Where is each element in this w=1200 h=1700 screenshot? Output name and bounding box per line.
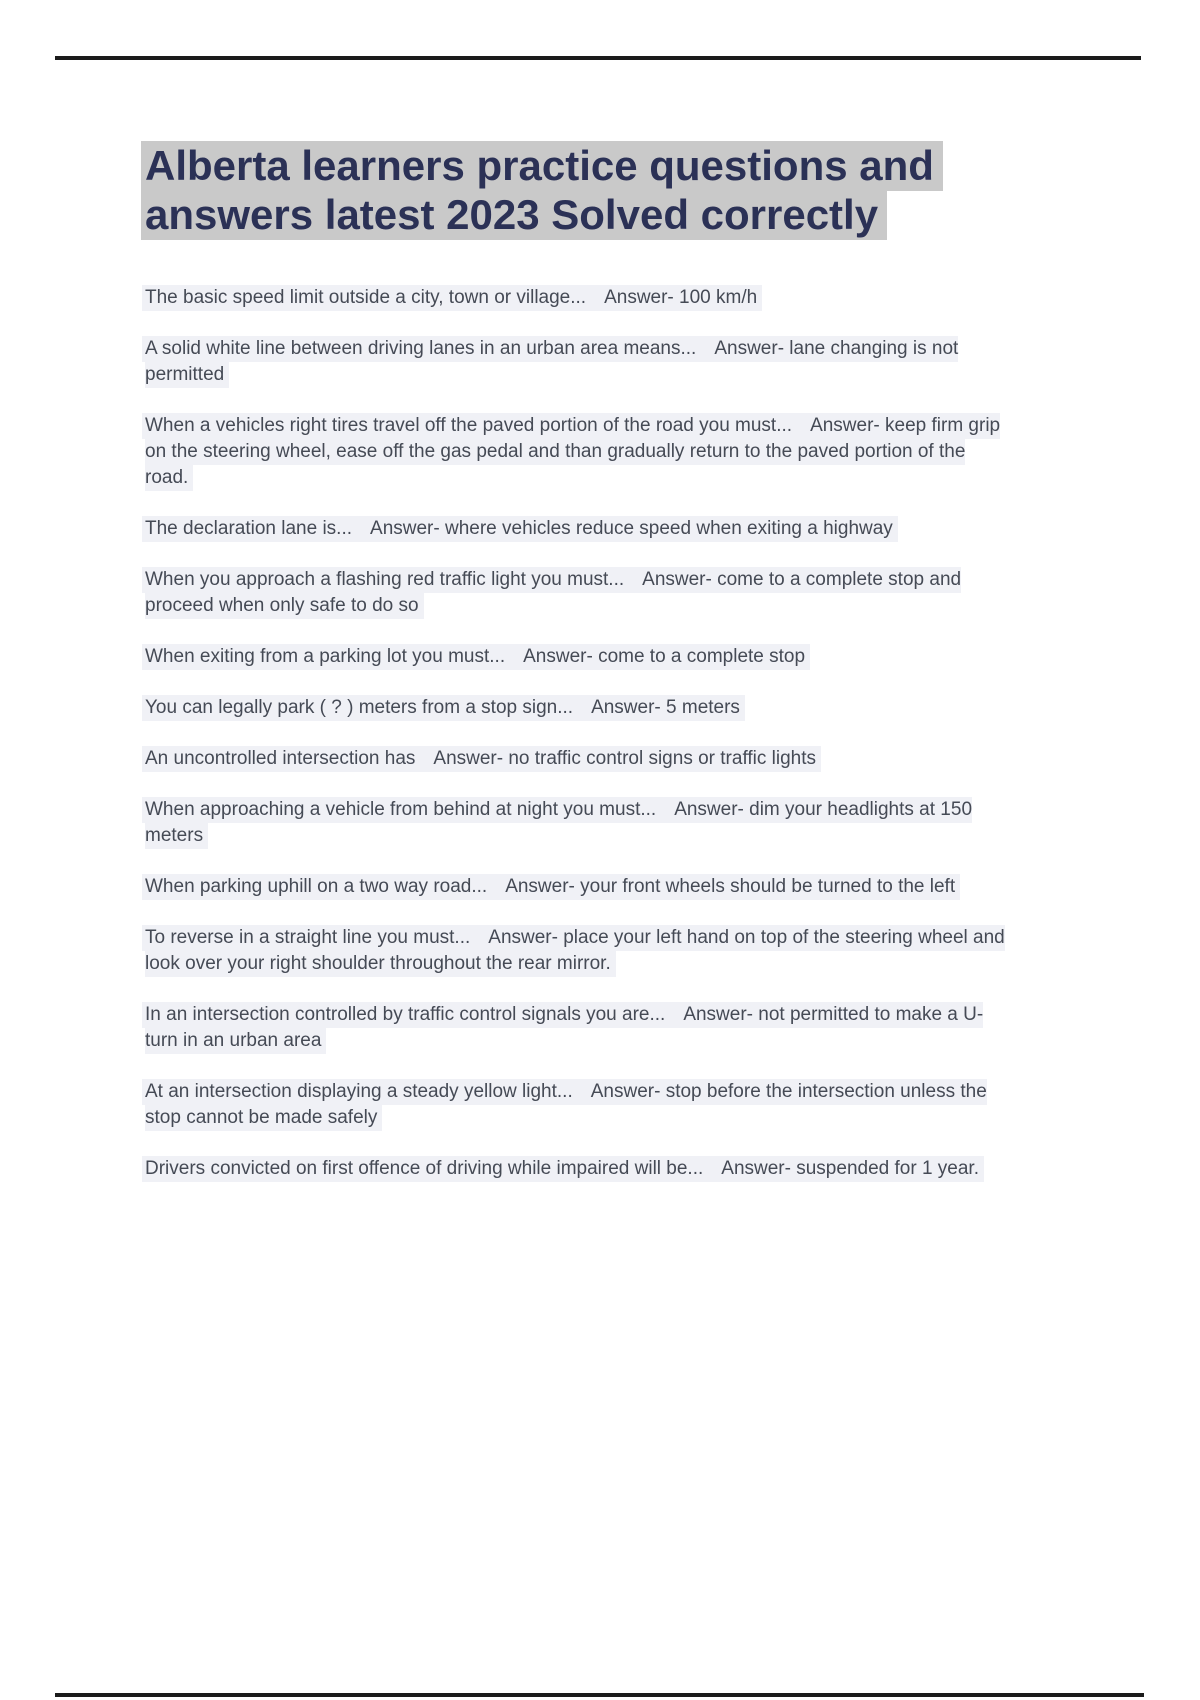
answer-text: Answer- not permitted to make a U-turn in an urban area (145, 1004, 984, 1051)
answer-text: Answer- come to a complete stop (523, 646, 806, 667)
question-text: A solid white line between driving lanes in an urban area means... (145, 338, 697, 359)
answer-text: Answer- where vehicles reduce speed when exiting a highway (370, 518, 893, 539)
qa-item (145, 413, 1007, 491)
answer-text: Answer- lane changing is not permitted (145, 338, 959, 385)
qa-item (145, 336, 1007, 388)
question-text: You can legally park ( ? ) meters from a stop sign... (145, 697, 574, 718)
question-text: When parking uphill on a two way road... (145, 876, 488, 897)
title-line: answers latest 2023 Solved correctly (141, 190, 887, 240)
question-text: When a vehicles right tires travel off the paved portion of the road you must... (145, 415, 793, 436)
qa-highlight (142, 1002, 983, 1054)
qa-highlight (142, 567, 961, 619)
answer-text: Answer- your front wheels should be turned to the left (505, 876, 956, 897)
qa-highlight (142, 285, 762, 311)
qa-highlight (142, 925, 1005, 977)
answer-text: Answer- 5 meters (591, 697, 740, 718)
qa-highlight (142, 516, 898, 542)
qa-item (145, 1156, 1007, 1182)
bottom-rule (55, 1693, 1144, 1697)
qa-highlight (142, 797, 972, 849)
question-text: When exiting from a parking lot you must... (145, 646, 506, 667)
answer-text: Answer- dim your headlights at 150 meters (145, 799, 973, 846)
qa-highlight (142, 1156, 984, 1182)
question-text: The basic speed limit outside a city, town or village... (145, 287, 587, 308)
question-text: An uncontrolled intersection has (145, 748, 416, 769)
qa-list (145, 285, 1007, 1182)
question-text: In an intersection controlled by traffic control signals you are... (145, 1004, 666, 1025)
qa-item (145, 1079, 1007, 1131)
qa-highlight (142, 874, 960, 900)
qa-highlight (142, 695, 745, 721)
qa-item (145, 797, 1007, 849)
qa-item (145, 925, 1007, 977)
qa-highlight (142, 644, 810, 670)
answer-text: Answer- stop before the intersection unless the stop cannot be made safely (145, 1081, 987, 1128)
qa-highlight (142, 336, 958, 388)
qa-item (145, 874, 1007, 900)
qa-item (145, 516, 1007, 542)
qa-item (145, 567, 1007, 619)
qa-highlight (142, 1079, 987, 1131)
qa-item (145, 644, 1007, 670)
question-text: When approaching a vehicle from behind at night you must... (145, 799, 657, 820)
question-text: To reverse in a straight line you must... (145, 927, 471, 948)
document-title (145, 141, 1007, 239)
qa-item (145, 1002, 1007, 1054)
answer-text: Answer- keep firm grip on the steering wheel, ease off the gas pedal and than gradually return to the paved portion of the road. (145, 415, 1001, 488)
top-rule (55, 56, 1141, 60)
qa-item (145, 285, 1007, 311)
question-text: The declaration lane is... (145, 518, 353, 539)
answer-text: Answer- suspended for 1 year. (721, 1158, 979, 1179)
answer-text: Answer- come to a complete stop and proceed when only safe to do so (145, 569, 962, 616)
qa-item (145, 695, 1007, 721)
qa-item (145, 746, 1007, 772)
answer-text: Answer- no traffic control signs or traffic lights (433, 748, 817, 769)
question-text: At an intersection displaying a steady yellow light... (145, 1081, 573, 1102)
answer-text: Answer- 100 km/h (604, 287, 758, 308)
question-text: Drivers convicted on first offence of driving while impaired will be... (145, 1158, 704, 1179)
qa-highlight (142, 746, 821, 772)
title-line: Alberta learners practice questions and (141, 141, 943, 191)
document-content (145, 141, 1007, 1207)
question-text: When you approach a flashing red traffic light you must... (145, 569, 625, 590)
answer-text: Answer- place your left hand on top of the steering wheel and look over your right shoulder throughout the rear mirror. (145, 927, 1005, 974)
qa-highlight (142, 413, 1000, 491)
